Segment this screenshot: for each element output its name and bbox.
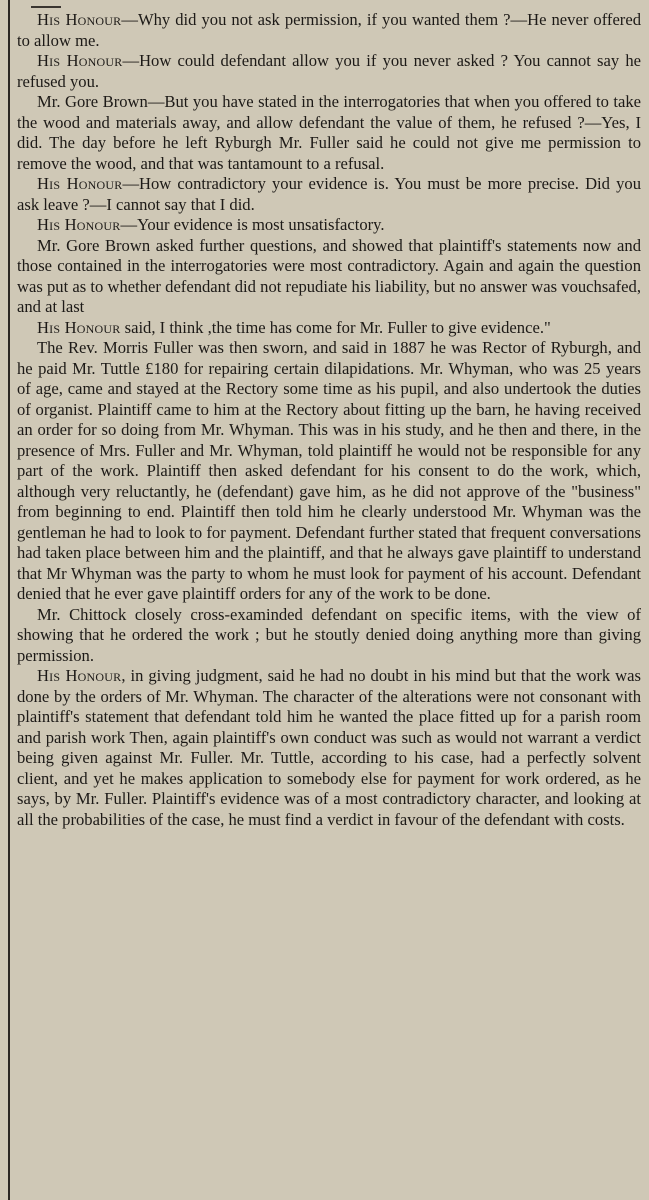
paragraph-text: , in giving judgment, said he had no doubt in his mind but that the work was done by the orders of Mr. Whyman. The character of the alterations were not consonant with plaintiff's statement that defendant told him he wanted the place fitted up for a parish room and parish work Then, again plaintiff's own conduct was such as would not warrant a verdict being given against Mr. Fuller. Mr. Tuttle, according to his case, had a perfectly solvent client, and yet he makes application to somebody else for payment for work ordered, as he says, by Mr. Fuller. Plaintiff's evidence was of a most contradictory character, and looking at all the probabilities of the case, he must find a verdict in favour of the defendant with costs. xyxy=(17,666,641,829)
paragraph-text: —How could defendant allow you if you never asked ? You cannot say he refused you. xyxy=(17,51,641,91)
paragraph-text: Mr. Chittock closely cross-examinded defendant on specific items, with the view of showing that he ordered the work ; but he stoutly denied doing anything more than giving permission. xyxy=(17,604,641,665)
column-rule xyxy=(8,0,10,1200)
paragraph xyxy=(17,215,641,236)
paragraph-text: said, I think ,the time has come for Mr. Fuller to give evidence." xyxy=(120,317,551,337)
torn-top-edge xyxy=(31,0,61,8)
paragraph xyxy=(17,236,641,318)
speaker-label: His Honour xyxy=(37,666,122,685)
paragraph-text: Mr. Gore Brown—But you have stated in the interrogatories that when you offered to take the wood and materials away, and allow defendant the value of them, he refused ?—Yes, I did. The day before he left Ryburgh Mr. Fuller said he could not give me permission to remove the wood, and that was tantamount to a refusal. xyxy=(17,92,641,173)
paragraph xyxy=(17,92,641,174)
paragraph xyxy=(17,605,641,667)
paragraph xyxy=(17,10,641,51)
paragraph-text: —How contradictory your evidence is. You must be more precise. Did you ask leave ?—I cannot say that I did. xyxy=(17,174,641,214)
paragraph xyxy=(17,338,641,605)
speaker-label: His Honour xyxy=(37,174,123,193)
paragraph-text: —Your evidence is most unsatisfactory. xyxy=(120,215,385,234)
paragraph-text: The Rev. Morris Fuller was then sworn, and said in 1887 he was Rector of Ryburgh, and he paid Mr. Tuttle £180 for repairing certain dilapidations. Mr. Whyman, who was 25 years of age, came and stayed at the Rectory some time as his pupil, and also undertook the duties of organist. Plaintiff came to him at the Rectory about fitting up the barn, he having received an order for so doing from Mr. Whyman. This was in his study, and he then and there, in the presence of Mrs. Fuller and Mr. Whyman, told plaintiff he would not be responsible for any part of the work. Plaintiff then asked defendant for his consent to do the work, which, although very reluctantly, he (defendant) gave him, as he did not approve of the "business" from beginning to end. Plaintiff then told him he clearly understood Mr. Whyman was the gentleman he had to look to for payment. Defendant further stated that frequent conversations had taken place between him and the plaintiff, and that he always gave plaintiff to understand that Mr Whyman was the party to whom he must look for payment of his account. Defendant denied that he ever gave plaintiff orders for any of the work to be done. xyxy=(17,338,641,603)
newspaper-column xyxy=(17,0,641,1200)
paragraph xyxy=(17,174,641,215)
paragraph xyxy=(17,318,641,339)
speaker-label: His Honour xyxy=(37,215,121,234)
paragraph xyxy=(17,666,641,830)
paragraph-text: Mr. Gore Brown asked further questions, and showed that plaintiff's statements now and those contained in the interrogatories were most contradictory. Again and again the question was put as to whether defendant did not repudiate his liability, but no answer was vouchsafed, and at last xyxy=(17,235,641,316)
speaker-label: His Honour xyxy=(37,51,123,70)
speaker-label: His Honour xyxy=(37,317,121,337)
paragraph-text: —Why did you not ask permission, if you wanted them ?—He never offered to allow me. xyxy=(17,10,641,50)
speaker-label: His Honour xyxy=(37,10,122,29)
paragraph xyxy=(17,51,641,92)
